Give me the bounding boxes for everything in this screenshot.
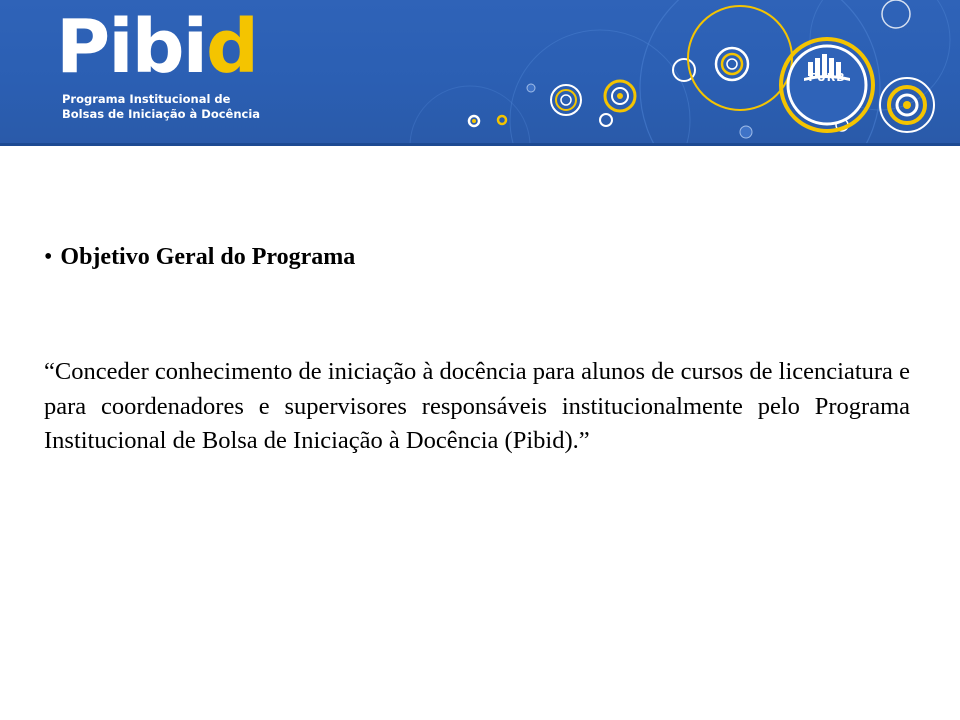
furb-logo [778,36,876,134]
pibid-logo: Pibid [56,4,257,90]
program-subtitle [62,92,262,122]
banner-divider [0,143,960,146]
program-subtitle-line2: Bolsas de Iniciação à Docência [62,107,261,121]
header-banner [0,0,960,146]
section-heading [44,240,355,274]
heading-text: Objetivo Geral do Programa [60,244,356,270]
objective-paragraph: “Conceder conhecimento de iniciação à docência para alunos de cursos de licenciatura e para coordenadores e supervisores responsáveis institucionalmente pelo Programa Institucional de Bolsa de Iniciação à Docência (Pibid).” [44,358,910,454]
program-subtitle-line1: Programa Institucional de [62,92,231,106]
furb-label: FURB [808,71,846,84]
bullet-icon: • [44,244,53,270]
